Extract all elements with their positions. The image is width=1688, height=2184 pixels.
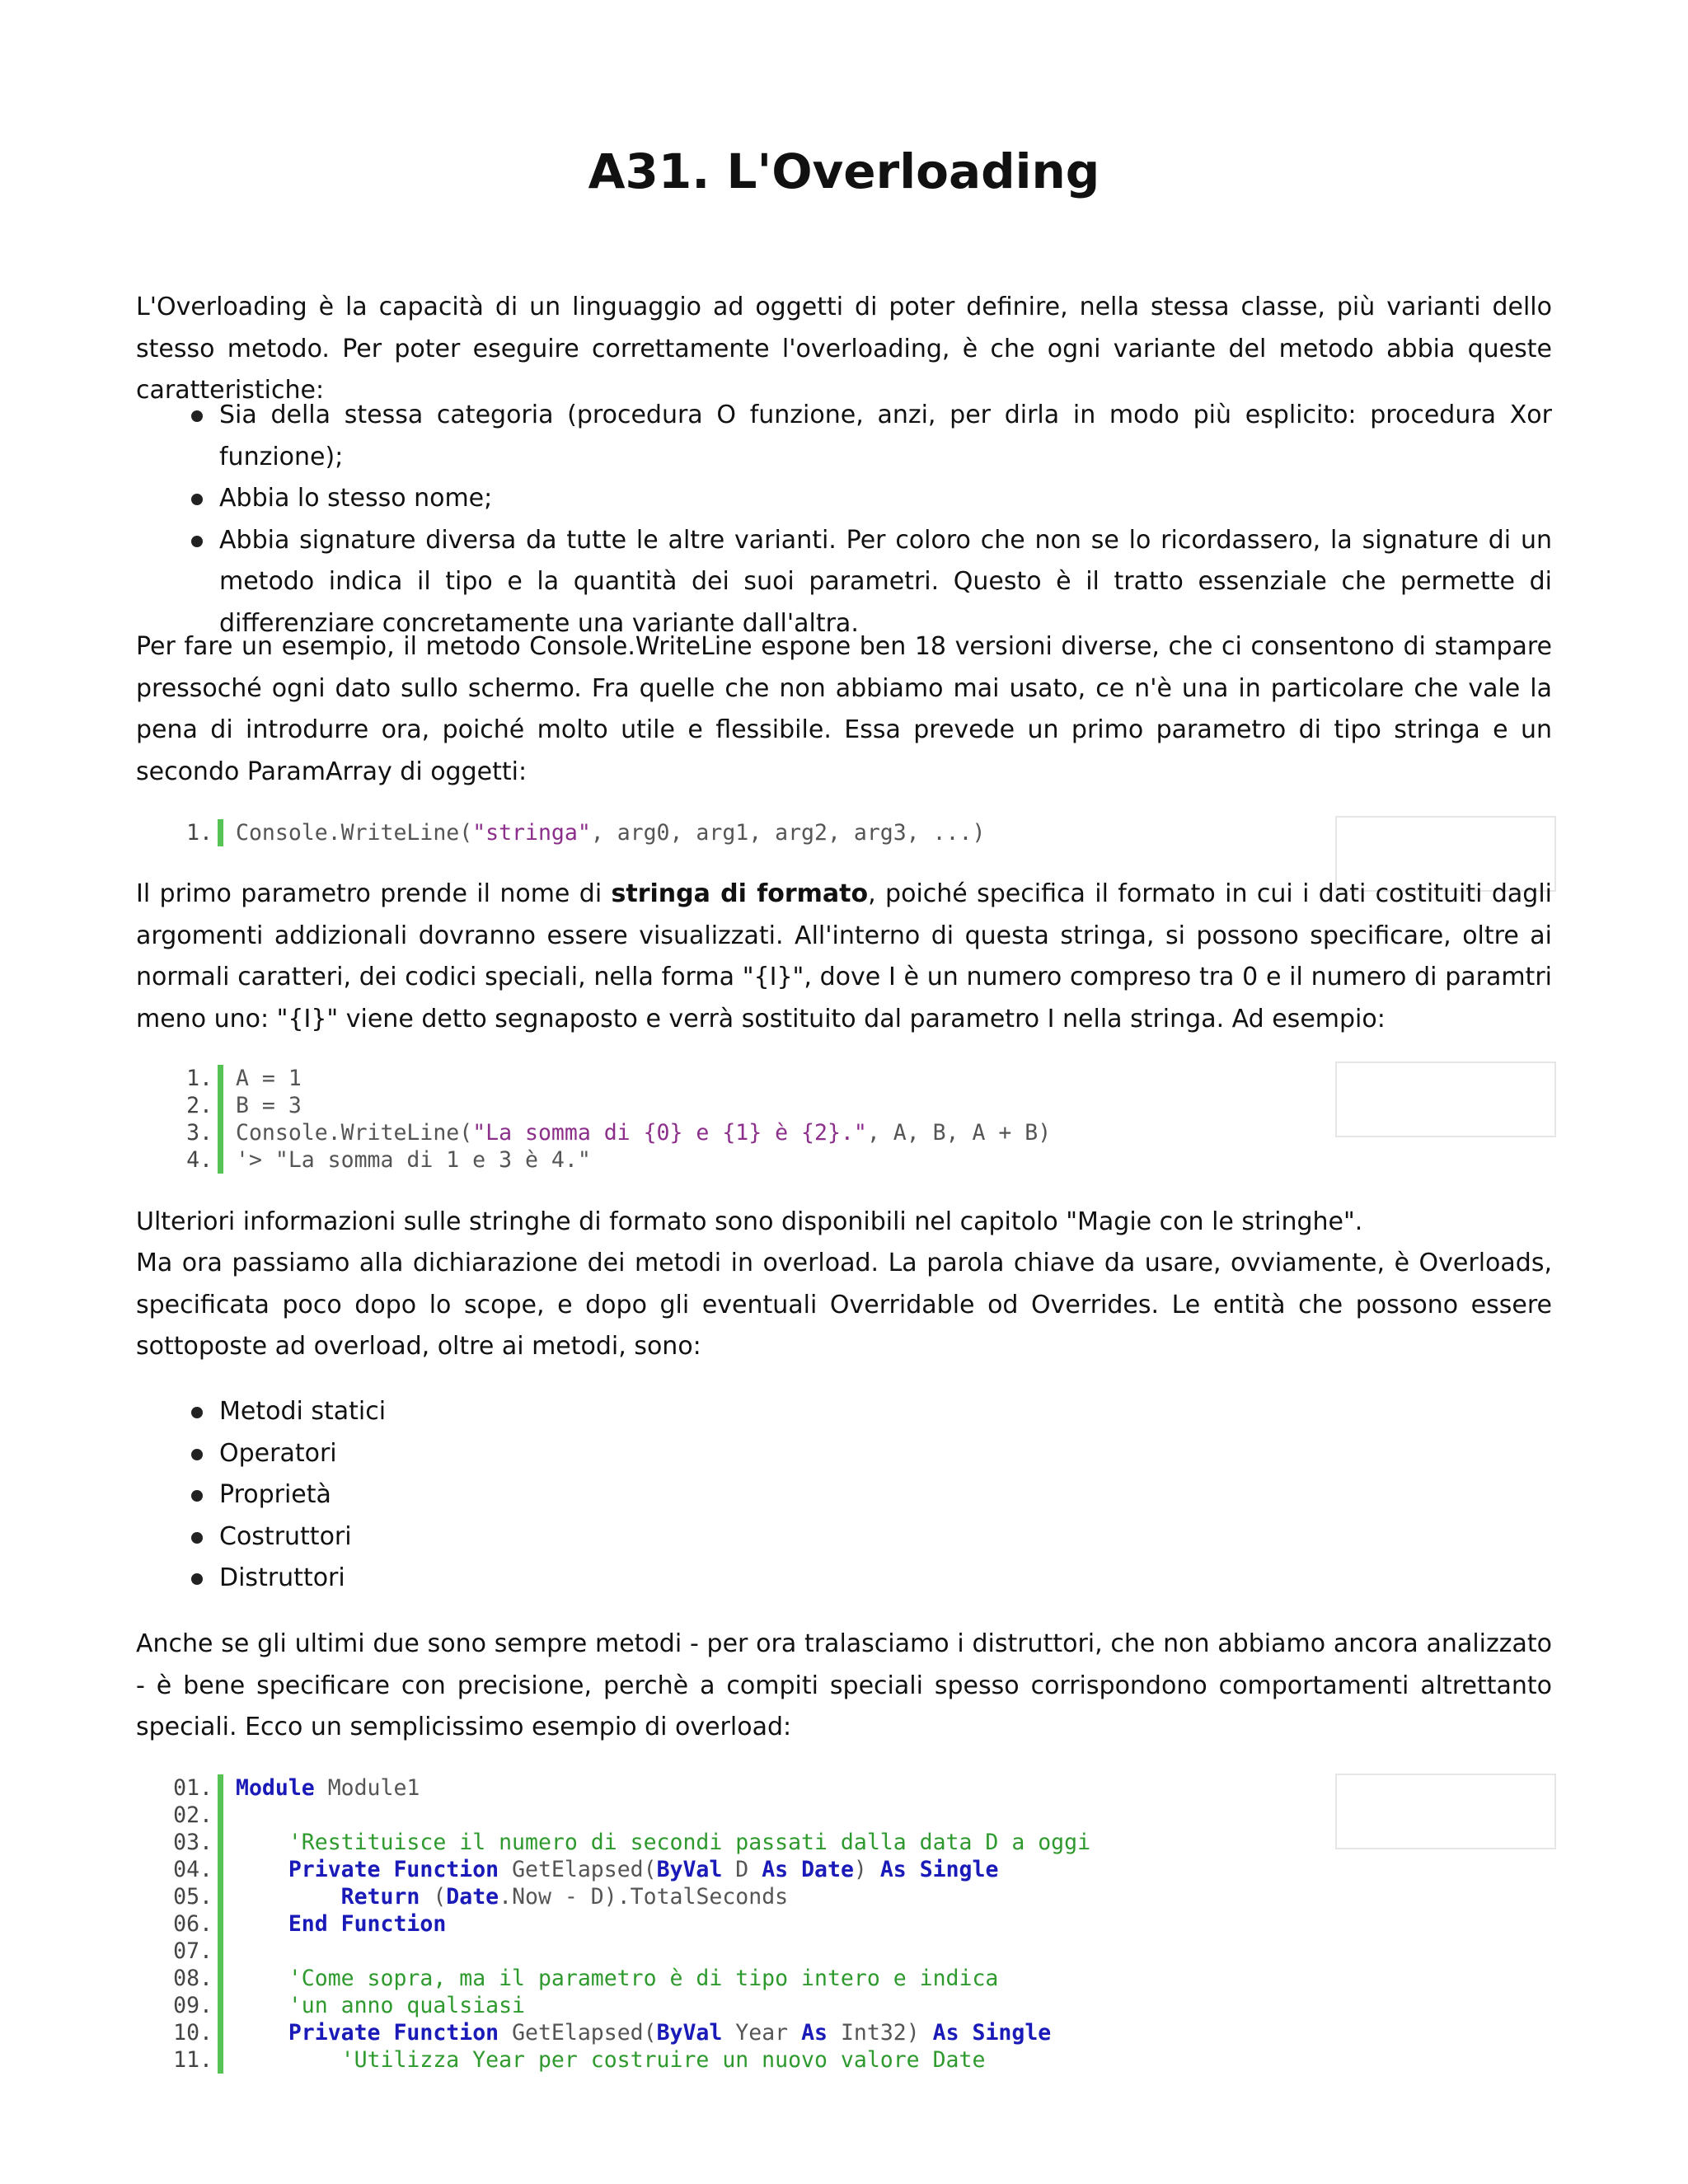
destructors-paragraph: Anche se gli ultimi due sono sempre metodi - per ora tralasciamo i distruttori, che non abbiamo ancora analizzato - è bene specificare con precisione, perchè a compiti speciali spesso corrispondono comportamenti altrettanto speciali. Ecco un semplicissimo esempio di overload: <box>136 1629 1552 1741</box>
code-text: Console.WriteLine("stringa", arg0, arg1, arg2, arg3, ...) <box>236 820 986 846</box>
list-item: Sia della stessa categoria (procedura O funzione, anzi, per dirla in modo più esplicito: procedura Xor funzione); <box>136 395 1552 478</box>
list-item: Proprietà <box>136 1474 1552 1516</box>
page-title: A31. L'Overloading <box>588 143 1100 199</box>
code-line: 1. A = 1 <box>186 1066 302 1091</box>
format-term: stringa di formato <box>611 879 869 908</box>
intro-paragraph: L'Overloading è la capacità di un linguaggio ad oggetti di poter definire, nella stessa classe, più varianti dello stesso metodo. Per poter eseguire correttamente l'overloading, è che ogni variante del metodo abbia queste caratteristiche: <box>136 293 1552 405</box>
code-line: 01. Module Module1 <box>173 1775 420 1801</box>
copy-box[interactable] <box>1335 1774 1556 1849</box>
list-item: Metodi statici <box>136 1391 1552 1433</box>
code-line: 4. '> "La somma di 1 e 3 è 4." <box>186 1147 591 1173</box>
characteristics-list <box>136 395 1552 644</box>
code-line <box>165 819 1154 846</box>
code-line: 05. Return (Date.Now - D).TotalSeconds <box>173 1884 789 1910</box>
code-line: 10. Private Function GetElapsed(ByVal Year As Int32) As Single <box>173 2020 1052 2046</box>
code-line: 04. Private Function GetElapsed(ByVal D As Date) As Single <box>173 1857 999 1882</box>
code-line: 3. Console.WriteLine("La somma di {0} e {1} è {2}.", A, B, A + B) <box>186 1120 1052 1146</box>
overloadable-list <box>136 1391 1552 1600</box>
code-line: 03. 'Restituisce il numero di secondi passati dalla data D a oggi <box>173 1830 1091 1855</box>
example-paragraph: Per fare un esempio, il metodo Console.WriteLine espone ben 18 versioni diverse, che ci consentono di stampare pressoché ogni dato sullo schermo. Fra quelle che non abbiamo mai usato, ce n'è una in particolare che vale la pena di introdurre ora, poiché molto utile e flessibile. Essa prevede un primo parametro di tipo stringa e un secondo ParamArray di oggetti: <box>136 632 1552 786</box>
code-line: 11. 'Utilizza Year per costruire un nuovo valore Date <box>173 2047 986 2073</box>
list-item: Costruttori <box>136 1516 1552 1558</box>
code-line: 09. 'un anno qualsiasi <box>173 1993 526 2018</box>
code-line: 2. B = 3 <box>186 1093 302 1118</box>
list-item: Abbia signature diversa da tutte le altre varianti. Per coloro che non se lo ricordassero, la signature di un metodo indica il tipo e la quantità dei suoi parametri. Questo è il tratto essenziale che permette di differenziare concretamente una variante dall'altra. <box>136 520 1552 645</box>
list-item: Operatori <box>136 1433 1552 1475</box>
code-block-sum <box>165 1065 1154 1174</box>
code-line: 02. <box>165 1802 1154 1829</box>
keyword-paragraph: Ma ora passiamo alla dichiarazione dei metodi in overload. La parola chiave da usare, ovviamente, è Overloads, specificata poco dopo lo scope, e dopo gli eventuali Overridable od Overrides. Le entità che possono essere sottoposte ad overload, oltre ai metodi, sono: <box>136 1249 1552 1361</box>
code-block-module <box>165 1774 1154 2074</box>
list-item: Distruttori <box>136 1558 1552 1600</box>
code-line: 08. 'Come sopra, ma il parametro è di tipo intero e indica <box>173 1966 999 1991</box>
page-bottom-margin <box>0 2083 1688 2184</box>
line-number: 1. <box>186 820 213 846</box>
list-item: Abbia lo stesso nome; <box>136 478 1552 520</box>
format-paragraph: Il primo parametro prende il nome di stringa di formato, poiché specifica il formato in cui i dati costituiti dagli argomenti addizionali dovranno essere visualizzati. All'interno di questa stringa, si possono specificare, oltre ai normali caratteri, dei codici speciali, nella forma "{I}", dove I è un numero compreso tra 0 e il numero di paramtri meno uno: "{I}" viene detto segnaposto e verrà sostituito dal parametro I nella stringa. Ad esempio: <box>136 879 1552 1033</box>
more-info-paragraph: Ulteriori informazioni sulle stringhe di formato sono disponibili nel capitolo "Magie con le stringhe". <box>136 1207 1363 1236</box>
copy-box[interactable] <box>1335 1062 1556 1137</box>
code-line: 06. End Function <box>173 1911 447 1937</box>
code-block-writeline <box>165 819 1154 846</box>
code-line: 07. <box>165 1938 1154 1965</box>
